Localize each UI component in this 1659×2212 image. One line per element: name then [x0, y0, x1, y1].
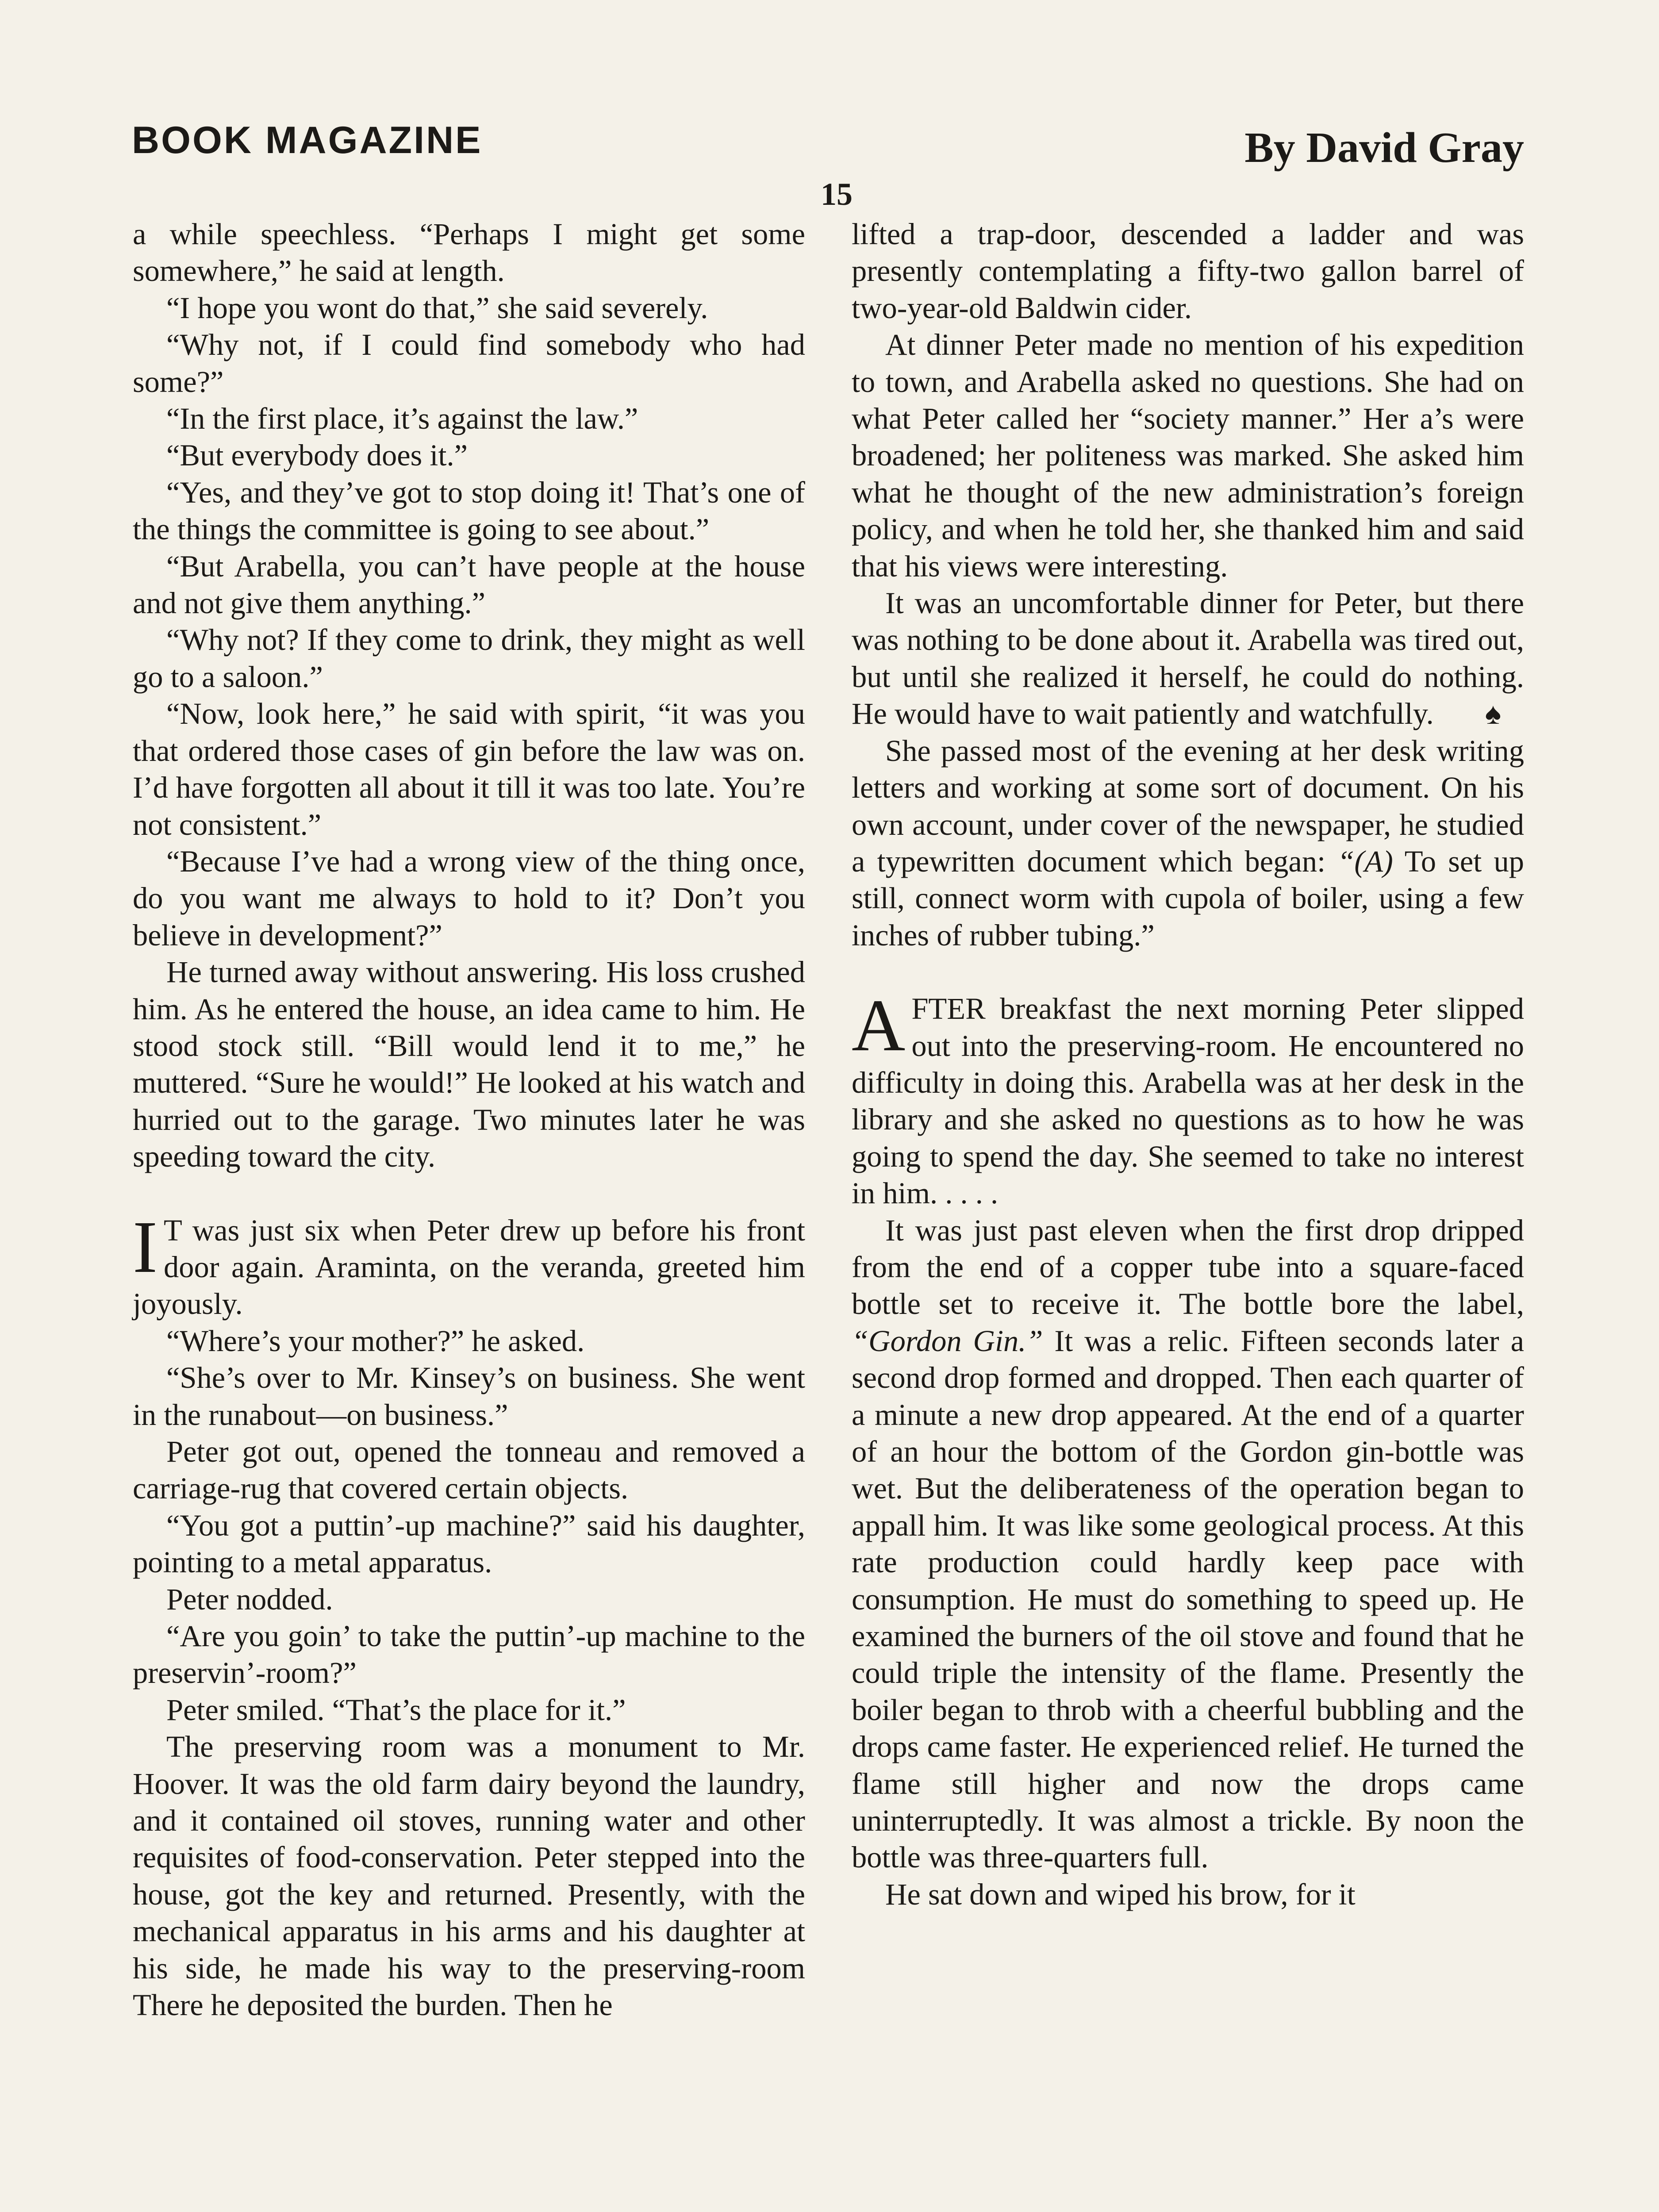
paragraph: “Why not, if I could find somebody who had some?” — [133, 328, 805, 399]
paragraph: “She’s over to Mr. Kinsey’s on business. She went in the runabout—on business.” — [133, 1361, 805, 1432]
paragraph: He turned away without answering. His loss crushed him. As he entered the house, an idea came to him. He stood stock still. “Bill would lend it to me,” he muttered. “Sure he would!” He looked at his watch and hurried out to the garage. Two minutes later he was speeding toward the city. — [133, 955, 805, 1174]
paragraph-text: It was an uncomfortable dinner for Peter, but there was nothing to be done about it. Arabella was tired out, but until she realized it herself, he could do nothing. He would have to wait patiently and watchfully. — [852, 586, 1524, 731]
paragraph — [852, 585, 1524, 733]
page-number: 15 — [821, 177, 853, 212]
paragraph — [852, 733, 1524, 954]
paragraph: Peter smiled. “That’s the place for it.” — [166, 1693, 626, 1727]
section-opening-text: T was just six when Peter drew up before his front door again. Araminta, on the veranda, greeted him joyously. — [133, 1213, 805, 1321]
drop-cap: A — [852, 984, 906, 1067]
section-opening-text: FTER breakfast the next morning Peter slipped out into the preserving-room. He encountered no difficulty in doing this. Arabella was at her desk in the library and she asked no questions as to how he was going to spend the day. She seemed to take no interest in him. . . . . — [852, 992, 1524, 1210]
bottle-label-italic: “Gordon Gin.” — [852, 1324, 1043, 1358]
paragraph-text: She passed most of the evening at her desk writing letters and working at some sort of document. On his own account, under cover of the newspaper, he studied a typewritten document which began: — [852, 733, 1524, 878]
publication-title: BOOK MAGAZINE — [132, 119, 483, 161]
paragraph: The preserving room was a monument to Mr. Hoover. It was the old farm dairy beyond the laundry, and it contained oil stoves, running water and other requisites of food-conservation. Peter stepped into the house, got the key and returned. Presently, with the mechanical apparatus in his arms and his daughter at his side, he made his way to the preserving-room There he deposited the burden. Then he — [133, 1730, 805, 2022]
paragraph-text: It was a relic. Fifteen seconds later a second drop formed and dropped. Then each quarter of a minute a new drop appeared. At the end of a quarter of an hour the bottom of the Gordon gin-bottle was wet. But the deliberateness of the operation began to appall him. It was like some geological process. At this rate production could hardly keep pace with consumption. He must do something to speed up. He examined the burners of the oil stove and found that he could triple the intensity of the flame. Presently the boiler began to throb with a cheerful bubbling and the drops came faster. He experienced relief. He turned the flame still higher and now the drops came uninterruptedly. It was almost a trickle. By noon the bottle was three-quarters full. — [852, 1324, 1524, 1874]
paragraph-text: To set up still, connect worm with cupola of boiler, using a few inches of rubber tubing.” — [852, 844, 1524, 952]
paragraph: “Because I’ve had a wrong view of the thing once, do you want me always to hold to it? Don’t you believe in development?” — [133, 844, 805, 952]
paragraph: lifted a trap-door, descended a ladder and was presently contemplating a fifty-two gallon barrel of two-year-old Baldwin cider. — [852, 217, 1524, 325]
paragraph: “Where’s your mother?” he asked. — [166, 1324, 585, 1358]
paragraph: “I hope you wont do that,” she said severely. — [166, 291, 708, 325]
paragraph: “But Arabella, you can’t have people at the house and not give them anything.” — [133, 549, 805, 620]
paragraph — [852, 1212, 1524, 1876]
right-column — [852, 216, 1524, 1913]
paragraph: Peter nodded. — [166, 1582, 333, 1616]
paragraph: He sat down and wiped his brow, for it — [885, 1877, 1356, 1911]
paragraph-text: It was just past eleven when the first drop dripped from the end of a copper tube into a square-faced bottle set to receive it. The bottle bore the label, — [852, 1213, 1524, 1321]
paragraph: “In the first place, it’s against the law.” — [166, 402, 638, 436]
drop-cap: I — [133, 1206, 157, 1288]
paragraph: Peter got out, opened the tonneau and removed a carriage-rug that covered certain objects. — [133, 1435, 805, 1505]
left-column — [133, 216, 805, 2024]
document-heading-italic: “(A) — [1337, 844, 1393, 878]
spade-ornament-icon: ♠ — [1485, 697, 1502, 731]
paragraph: At dinner Peter made no mention of his expedition to town, and Arabella asked no questions. She had on what Peter called her “society manner.” Her a’s were broadened; her politeness was marked. She asked him what he thought of the new administration’s foreign policy, and when he told her, she thanked him and said that his views were interesting. — [852, 328, 1524, 583]
paragraph: “Are you goin’ to take the puttin’-up machine to the preservin’-room?” — [133, 1619, 805, 1690]
section-opening-paragraph — [133, 1206, 805, 1323]
paragraph: “You got a puttin’-up machine?” said his daughter, pointing to a metal apparatus. — [133, 1508, 805, 1579]
paragraph: “Yes, and they’ve got to stop doing it! That’s one of the things the committee is going to see about.” — [133, 475, 805, 546]
paragraph: a while speechless. “Perhaps I might get some somewhere,” he said at length. — [133, 217, 805, 288]
paragraph: “Now, look here,” he said with spirit, “it was you that ordered those cases of gin before the law was on. I’d have forgotten all about it till it was too late. You’re not consistent.” — [133, 697, 805, 841]
paragraph: “But everybody does it.” — [166, 438, 468, 472]
author-byline: By David Gray — [1244, 124, 1524, 172]
section-opening-paragraph — [852, 984, 1524, 1212]
paragraph: “Why not? If they come to drink, they might as well go to a saloon.” — [133, 623, 805, 694]
